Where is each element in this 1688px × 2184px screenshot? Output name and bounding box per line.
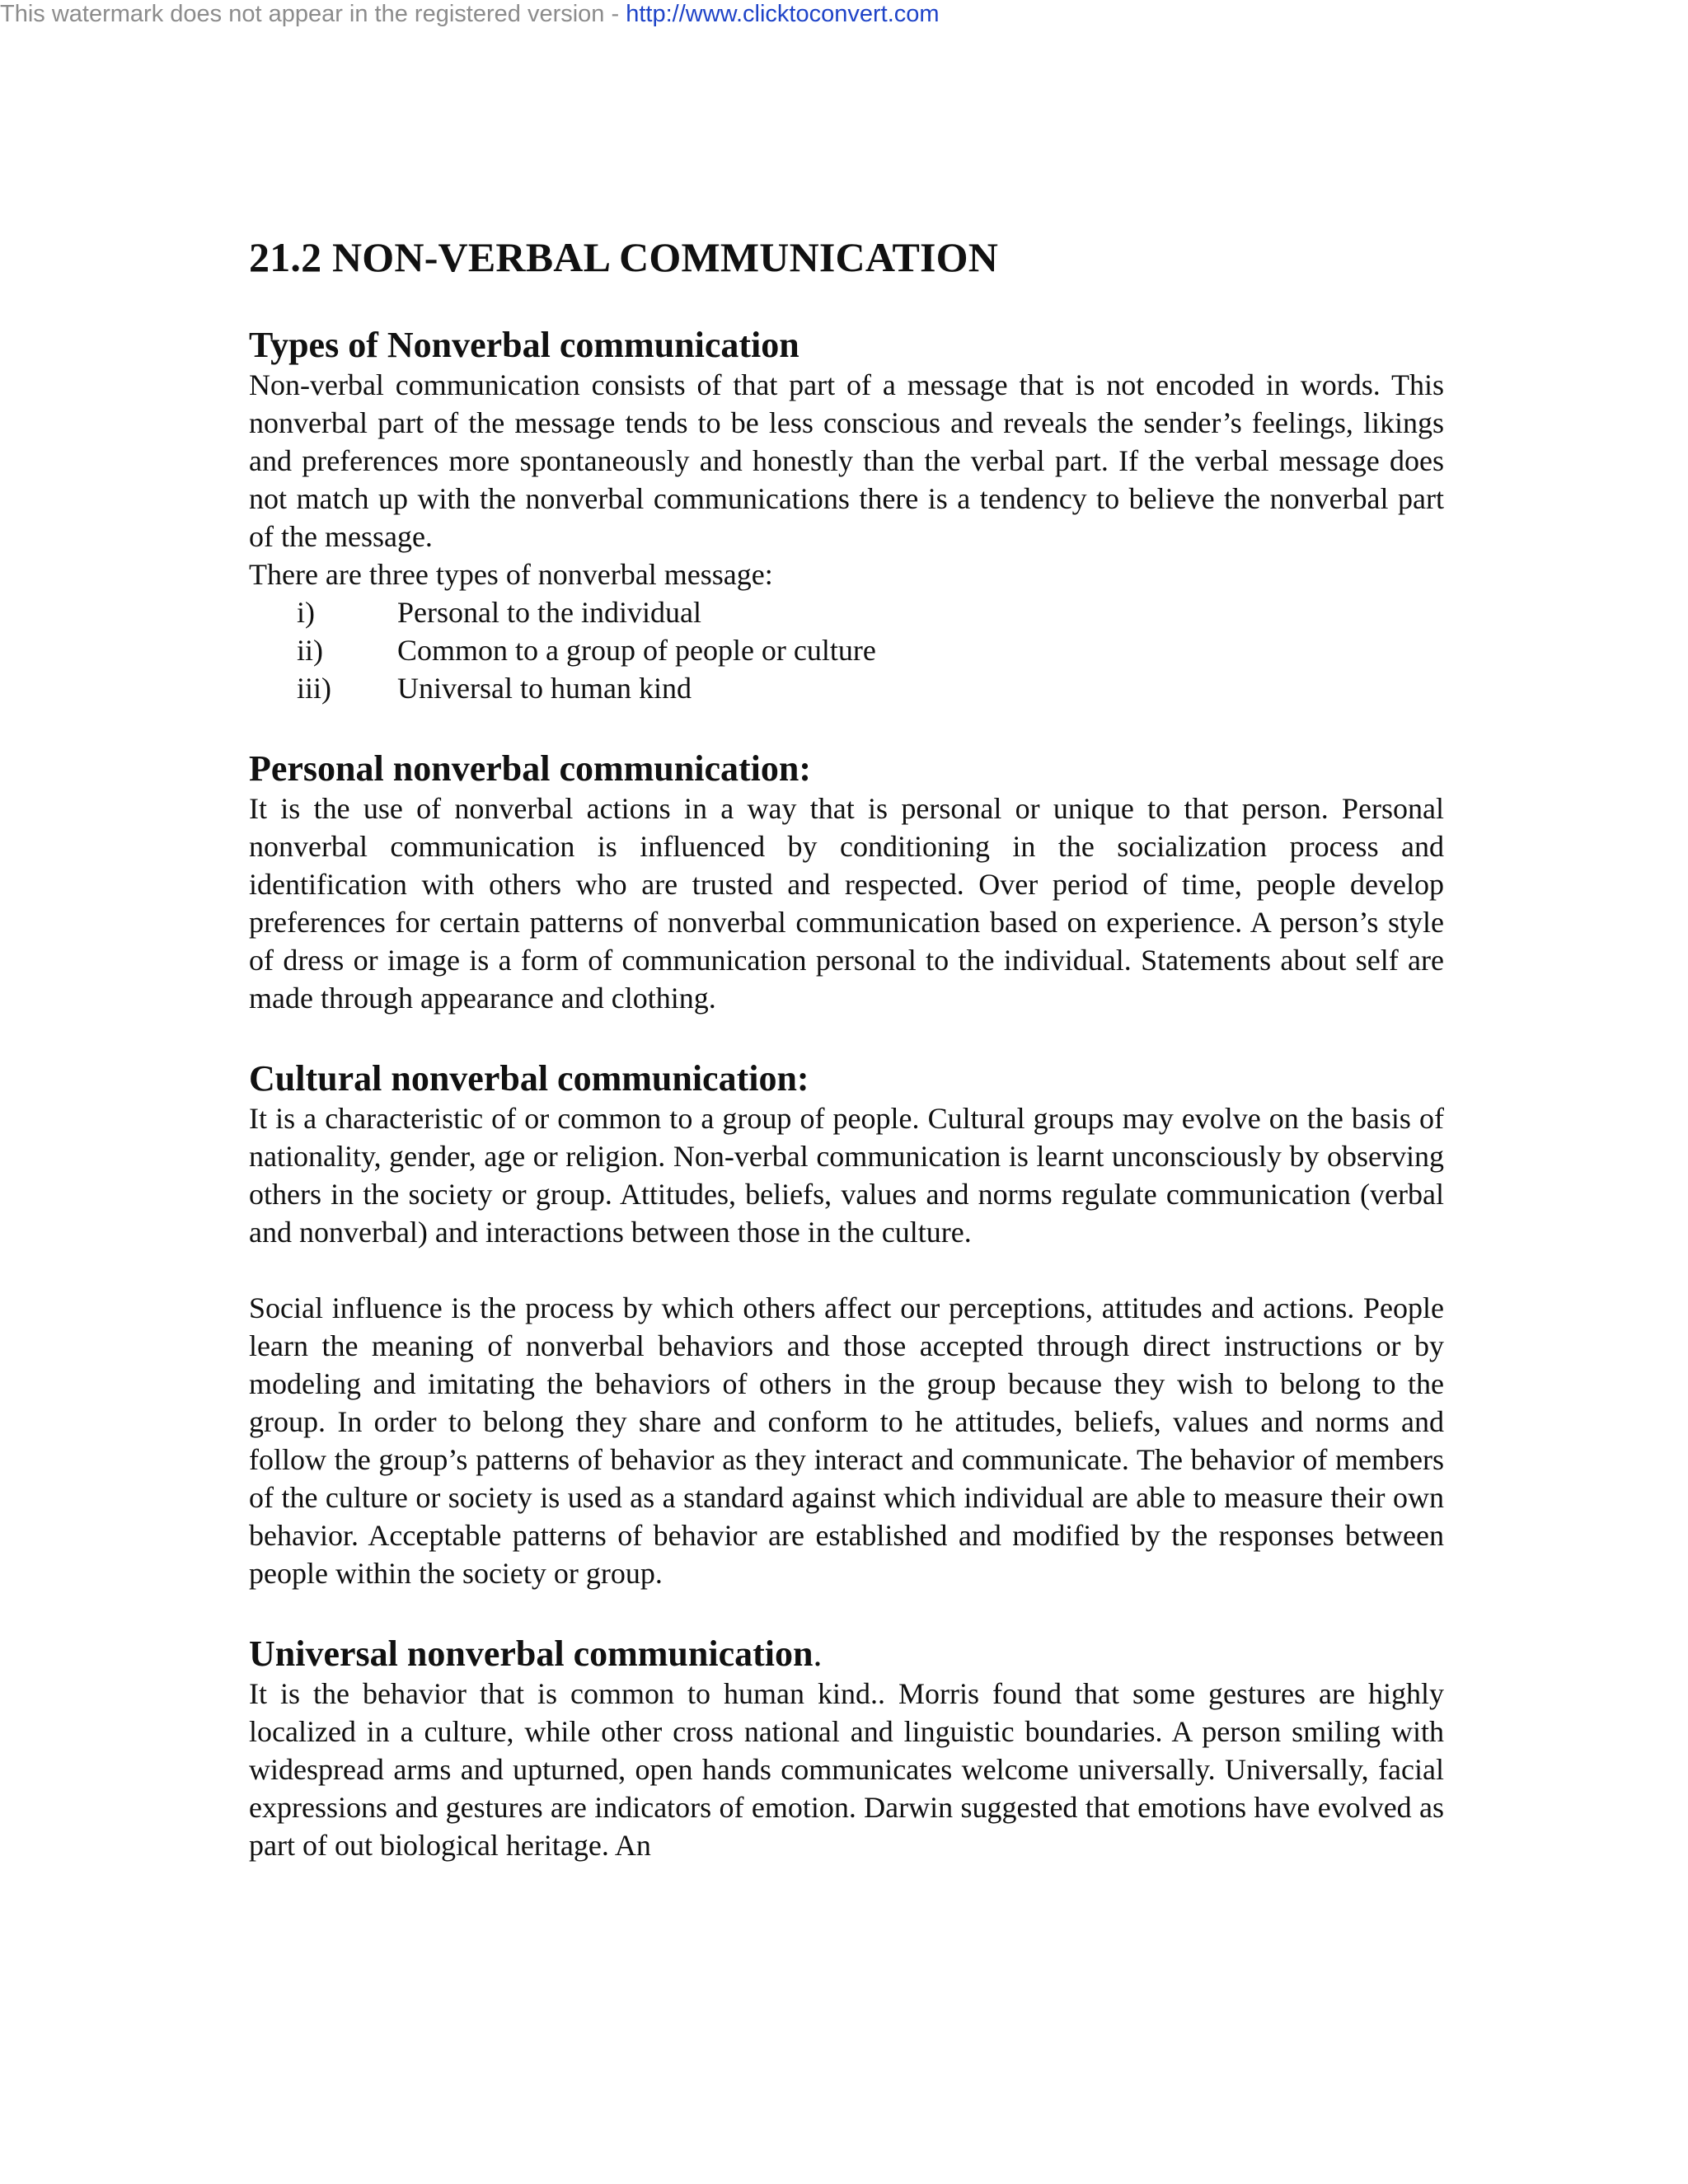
list-item-number: ii) (297, 634, 323, 667)
watermark-text: This watermark does not appear in the registered version - (0, 1, 626, 27)
page-content (249, 232, 1444, 1864)
list-intro: There are three types of nonverbal message: (249, 558, 773, 591)
paragraph-types: Non-verbal communication consists of that part of a message that is not encoded in words. This nonverbal part of the message tends to be less conscious and reveals the sender’s feelings, likings and preferences more spontaneously and honestly than the verbal part. If the verbal message does not match up with the nonverbal communications there is a tendency to believe the nonverbal part of the message. (249, 368, 1444, 553)
types-list (249, 593, 1444, 707)
list-item-text: Universal to human kind (397, 672, 692, 705)
paragraph-cultural-2: Social influence is the process by which others affect our perceptions, attitudes and actions. People learn the meaning of nonverbal behaviors and those accepted through direct instructions or by modeling and imitating the behaviors of others in the group because they wish to belong to the group. In order to belong they share and conform to he attitudes, beliefs, values and norms and follow the group’s patterns of behavior as they interact and communicate. The behavior of members of the culture or society is used as a standard against which individual are able to measure their own behavior. Acceptable patterns of behavior are established and modified by the responses between people within the society or group. (249, 1291, 1444, 1590)
watermark-banner (0, 0, 940, 28)
list-item (249, 631, 1444, 669)
paragraph-cultural-1: It is a characteristic of or common to a group of people. Cultural groups may evolve on the basis of nationality, gender, age or religion. Non-verbal communication is learnt unconsciously by observing others in the society or group. Attitudes, beliefs, values and norms regulate communication (verbal and nonverbal) and interactions between those in the culture. (249, 1102, 1444, 1249)
section-personal (249, 748, 1444, 1017)
watermark-link[interactable]: http://www.clicktoconvert.com (626, 1, 940, 27)
section-heading-universal-text: Universal nonverbal communication (249, 1633, 814, 1674)
chapter-title: 21.2 NON-VERBAL COMMUNICATION (249, 234, 999, 280)
spacer (249, 1251, 1444, 1289)
spacer (249, 1017, 1444, 1058)
paragraph-universal: It is the behavior that is common to human kind.. Morris found that some gestures are highly localized in a culture, while other cross national and linguistic boundaries. A person smiling with widespread arms and upturned, open hands communicates welcome universally. Universally, facial expressions and gestures are indicators of emotion. Darwin suggested that emotions have evolved as part of out biological heritage. An (249, 1677, 1444, 1862)
spacer (249, 1592, 1444, 1633)
list-item (249, 593, 1444, 631)
list-item-number: i) (297, 596, 315, 629)
section-heading-types: Types of Nonverbal communication (249, 325, 799, 365)
list-item-text: Personal to the individual (397, 596, 701, 629)
section-heading-universal (249, 1633, 1444, 1675)
section-heading-universal-trail: . (813, 1633, 823, 1674)
section-types (249, 325, 1444, 707)
section-universal (249, 1633, 1444, 1864)
list-item-number: iii) (297, 672, 331, 705)
section-cultural (249, 1058, 1444, 1592)
section-heading-cultural: Cultural nonverbal communication: (249, 1058, 809, 1099)
spacer (249, 707, 1444, 748)
paragraph-personal: It is the use of nonverbal actions in a way that is personal or unique to that person. Personal nonverbal communication is influenced by conditioning in the socialization process and identification with others who are trusted and respected. Over period of time, people develop preferences for certain patterns of nonverbal communication based on experience. A person’s style of dress or image is a form of communication personal to the individual. Statements about self are made through appearance and clothing. (249, 792, 1444, 1015)
list-item-text: Common to a group of people or culture (397, 634, 876, 667)
section-heading-personal: Personal nonverbal communication: (249, 748, 811, 789)
list-item (249, 669, 1444, 707)
